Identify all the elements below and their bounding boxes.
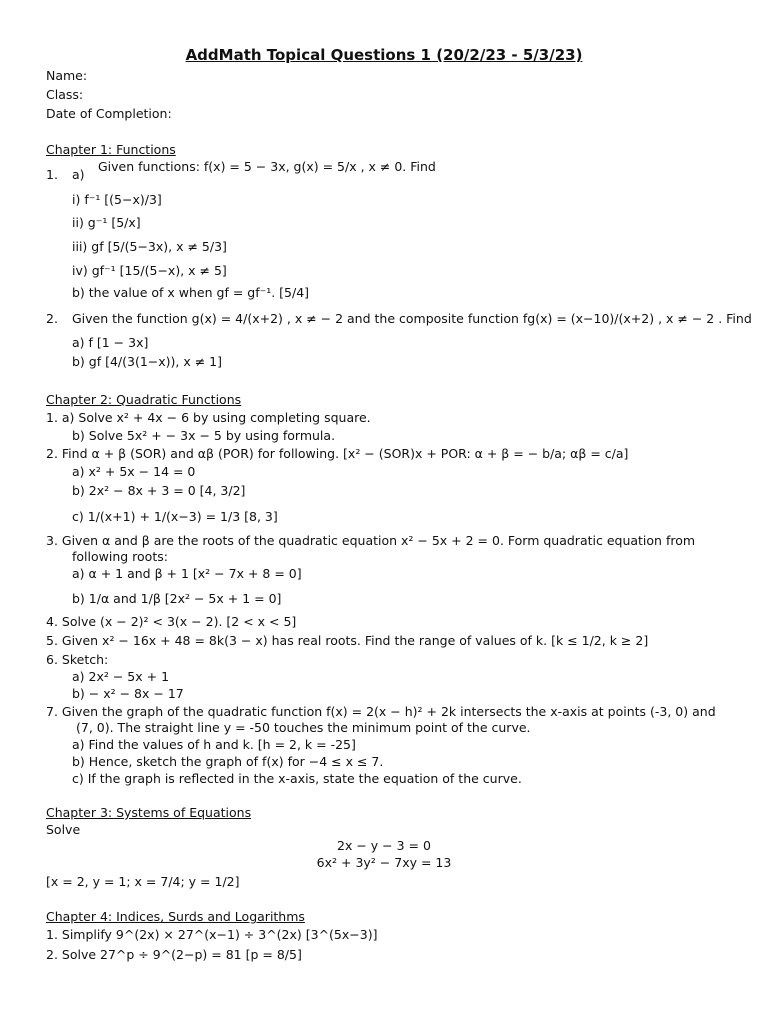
ch2-q3b: b) 1/α and 1/β [2x² − 5x + 1 = 0] xyxy=(72,591,282,606)
ch1-q2b: b) gf [4/(3(1−x)), x ≠ 1] xyxy=(72,354,223,369)
ch3-equation-2: 6x² + 3y² − 7xy = 13 xyxy=(316,855,452,870)
ch4-q1: 1. Simplify 9^(2x) × 27^(x−1) ÷ 3^(2x) [3^(5x−3)] xyxy=(46,927,378,942)
ch2-q3: 3. Given α and β are the roots of the quadratic equation x² − 5x + 2 = 0. Form quadratic equation from xyxy=(46,533,696,548)
ch2-q1b: b) Solve 5x² + − 3x − 5 by using formula. xyxy=(72,428,336,443)
ch2-q6: 6. Sketch: xyxy=(46,652,109,667)
ch1-q1-number: 1. xyxy=(46,167,58,182)
ch2-q2: 2. Find α + β (SOR) and αβ (POR) for following. [x² − (SOR)x + POR: α + β = − b/a; αβ = c/a] xyxy=(46,446,629,461)
ch2-q3-continued: following roots: xyxy=(72,549,168,564)
ch1-q1a-label: a) xyxy=(72,167,85,182)
ch2-q7-continued: (7, 0). The straight line y = -50 touches the minimum point of the curve. xyxy=(76,720,531,735)
ch2-q2c: c) 1/(x+1) + 1/(x−3) = 1/3 [8, 3] xyxy=(72,509,278,524)
ch1-q2a: a) f [1 − 3x] xyxy=(72,335,149,350)
ch1-q1a-ii: ii) g⁻¹ [5/x] xyxy=(72,215,141,230)
chapter-2-heading: Chapter 2: Quadratic Functions xyxy=(46,392,242,407)
ch2-q6b: b) − x² − 8x − 17 xyxy=(72,686,184,701)
ch1-q1a-iii: iii) gf [5/(5−3x), x ≠ 5/3] xyxy=(72,239,227,254)
ch2-q1a: 1. a) Solve x² + 4x − 6 by using completing square. xyxy=(46,410,371,425)
class-label: Class: xyxy=(46,87,84,102)
chapter-1-heading: Chapter 1: Functions xyxy=(46,142,176,157)
ch1-q1a-i: i) f⁻¹ [(5−x)/3] xyxy=(72,192,162,207)
name-label: Name: xyxy=(46,68,88,83)
ch3-answer: [x = 2, y = 1; x = 7/4; y = 1/2] xyxy=(46,874,240,889)
chapter-4-heading: Chapter 4: Indices, Surds and Logarithms xyxy=(46,909,305,924)
ch1-q2-number: 2. xyxy=(46,311,58,326)
ch4-q2: 2. Solve 27^p ÷ 9^(2−p) = 81 [p = 8/5] xyxy=(46,947,302,962)
ch2-q5: 5. Given x² − 16x + 48 = 8k(3 − x) has real roots. Find the range of values of k. [k ≤ 1/2, k ≥ 2] xyxy=(46,633,649,648)
chapter-3-heading: Chapter 3: Systems of Equations xyxy=(46,805,252,820)
ch1-q1b: b) the value of x when gf = gf⁻¹. [5/4] xyxy=(72,285,310,300)
worksheet-title: AddMath Topical Questions 1 (20/2/23 - 5/3/23) xyxy=(185,46,583,64)
ch1-q2-text: Given the function g(x) = 4/(x+2) , x ≠ − 2 and the composite function fg(x) = (x−10)/(x+2) , x ≠ − 2 . Find xyxy=(72,311,752,326)
ch2-q3a: a) α + 1 and β + 1 [x² − 7x + 8 = 0] xyxy=(72,566,302,581)
ch2-q2b: b) 2x² − 8x + 3 = 0 [4, 3/2] xyxy=(72,483,246,498)
ch2-q7a: a) Find the values of h and k. [h = 2, k = -25] xyxy=(72,737,356,752)
ch2-q2a: a) x² + 5x − 14 = 0 xyxy=(72,464,196,479)
ch2-q7: 7. Given the graph of the quadratic function f(x) = 2(x − h)² + 2k intersects the x-axis at points (-3, 0) and xyxy=(46,704,716,719)
ch1-q1a-text: Given functions: f(x) = 5 − 3x, g(x) = 5/x , x ≠ 0. Find xyxy=(98,159,436,174)
ch2-q4: 4. Solve (x − 2)² < 3(x − 2). [2 < x < 5] xyxy=(46,614,297,629)
ch2-q7c: c) If the graph is reflected in the x-axis, state the equation of the curve. xyxy=(72,771,522,786)
ch1-q1a-iv: iv) gf⁻¹ [15/(5−x), x ≠ 5] xyxy=(72,263,227,278)
ch3-solve-label: Solve xyxy=(46,822,81,837)
ch2-q6a: a) 2x² − 5x + 1 xyxy=(72,669,170,684)
date-of-completion-label: Date of Completion: xyxy=(46,106,172,121)
ch2-q7b: b) Hence, sketch the graph of f(x) for −4 ≤ x ≤ 7. xyxy=(72,754,384,769)
ch3-equation-1: 2x − y − 3 = 0 xyxy=(337,838,431,853)
